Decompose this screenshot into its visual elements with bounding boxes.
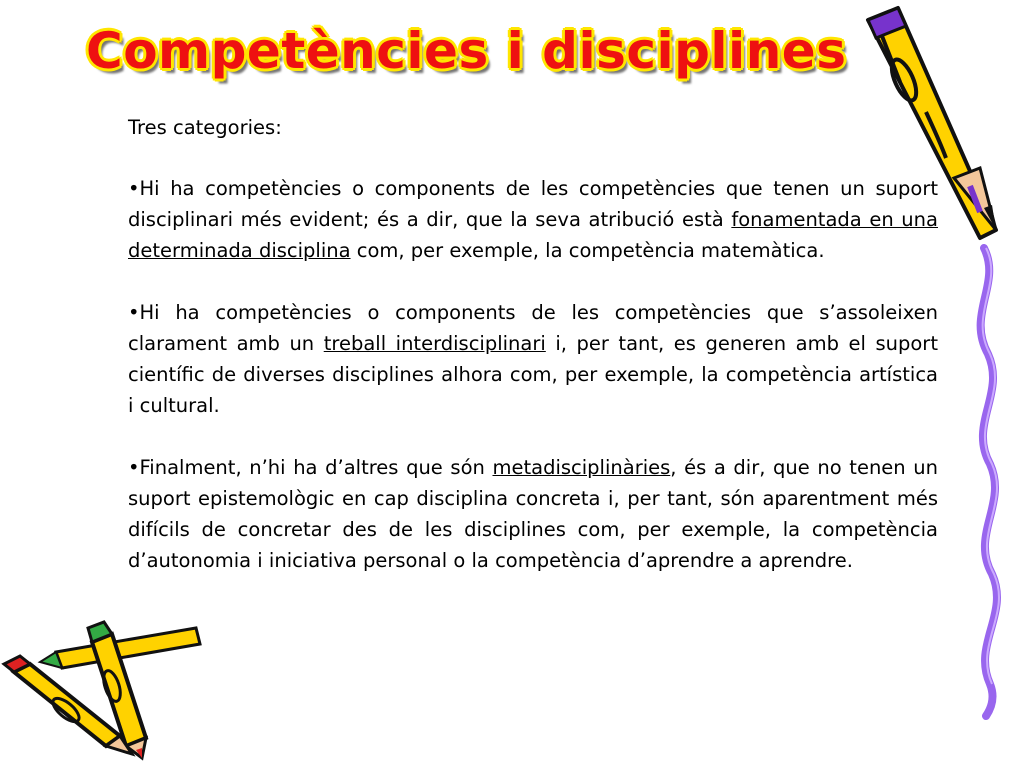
paragraph-1-text-end: com, per exemple, la competència matemàtica. <box>350 239 825 262</box>
bullet-paragraph-1 <box>128 173 938 266</box>
pencil-icon <box>856 2 1006 246</box>
bullet-paragraph-2 <box>128 297 938 421</box>
bullet-paragraph-3 <box>128 452 938 576</box>
paragraph-3-underlined: metadisciplinàries <box>492 456 671 479</box>
slide-title: Competències i disciplines <box>86 22 847 80</box>
paragraph-2-text-end: i, per tant, es generen amb el suport científic de diverses disciplines alhora com, per exemple, la competència artística i cultural. <box>128 332 938 417</box>
paragraph-3-text-end: , és a dir, que no tenen un suport epistemològic en cap disciplina concreta i, per tant, són aparentment més difícils de concretar des de les disciplines com, per exemple, la competència d’autonomia i iniciativa personal o la competència d’aprendre a aprendre. <box>128 456 938 572</box>
crayon-icon <box>0 618 210 764</box>
paragraph-2-text: •Hi ha competències o components de les competències que s’assoleixen clarament amb un <box>128 301 938 355</box>
paragraph-3-text: •Finalment, n’hi ha d’altres que són <box>128 456 493 479</box>
intro-text: Tres categories: <box>128 116 282 139</box>
paragraph-1-underlined: fonamentada en una determinada disciplina <box>128 208 938 262</box>
slide-body <box>128 112 938 607</box>
ribbon-decoration <box>962 244 1012 720</box>
paragraph-2-underlined: treball interdisciplinari <box>323 332 546 355</box>
paragraph-1-text: •Hi ha competències o components de les competències que tenen un suport disciplinari més evident; és a dir, que la seva atribució està <box>128 177 938 231</box>
